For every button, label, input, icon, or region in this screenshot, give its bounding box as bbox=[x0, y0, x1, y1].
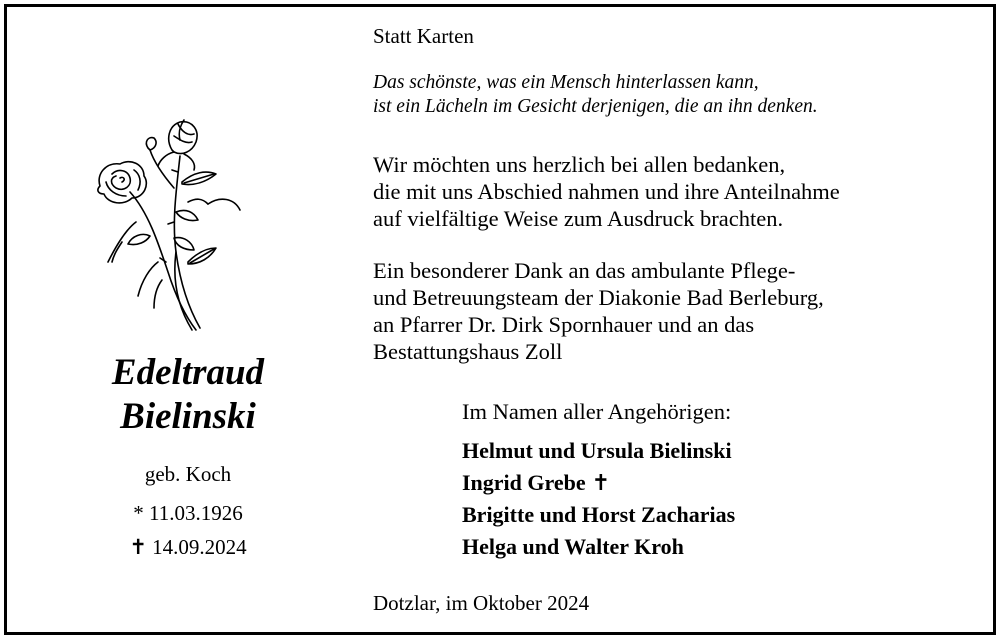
deceased-first-name: Edeltraud bbox=[111, 352, 265, 393]
signature-name: Helga und Walter Kroh bbox=[462, 534, 684, 559]
quote-line-2: ist ein Lächeln im Gesicht derjenigen, die an ihn denken. bbox=[373, 96, 818, 117]
thanks-line: Ein besonderer Dank an das ambulante Pflege- bbox=[373, 258, 796, 283]
maiden-name: geb. Koch bbox=[144, 462, 232, 486]
quote-line-1: Das schönste, was ein Mensch hinterlassen kann, bbox=[373, 72, 759, 93]
rose-icon bbox=[88, 112, 254, 334]
thanks-line: auf vielfältige Weise zum Ausdruck brachten. bbox=[373, 206, 784, 231]
birth-date: * 11.03.1926 bbox=[133, 501, 243, 525]
thanks-line: die mit uns Abschied nahmen und ihre Anteilnahme bbox=[373, 179, 840, 204]
thanks-line: an Pfarrer Dr. Dirk Spornhauer und an das bbox=[373, 312, 755, 337]
signature-intro: Im Namen aller Angehörigen: bbox=[462, 399, 732, 424]
deceased-last-name: Bielinski bbox=[120, 396, 256, 437]
thanks-paragraph-2 bbox=[373, 257, 824, 365]
thanks-line: Wir möchten uns herzlich bei allen bedanken, bbox=[373, 152, 786, 177]
signature-name: Ingrid Grebe ✝ bbox=[462, 467, 735, 499]
thanks-line: Bestattungshaus Zoll bbox=[373, 339, 563, 364]
death-date: 14.09.2024 bbox=[152, 535, 247, 559]
death-cross-icon: ✝ bbox=[129, 535, 147, 559]
signature-name: Brigitte und Horst Zacharias bbox=[462, 502, 736, 527]
signature-names bbox=[462, 435, 735, 563]
statt-karten-heading: Statt Karten bbox=[373, 24, 474, 48]
cross-icon: ✝ bbox=[591, 470, 611, 495]
death-date-line bbox=[70, 535, 306, 560]
signature-name: Helmut und Ursula Bielinski bbox=[462, 438, 732, 463]
thanks-line: und Betreuungsteam der Diakonie Bad Berleburg, bbox=[373, 285, 824, 310]
place-date: Dotzlar, im Oktober 2024 bbox=[373, 591, 590, 615]
thanks-paragraph-1 bbox=[373, 151, 840, 232]
